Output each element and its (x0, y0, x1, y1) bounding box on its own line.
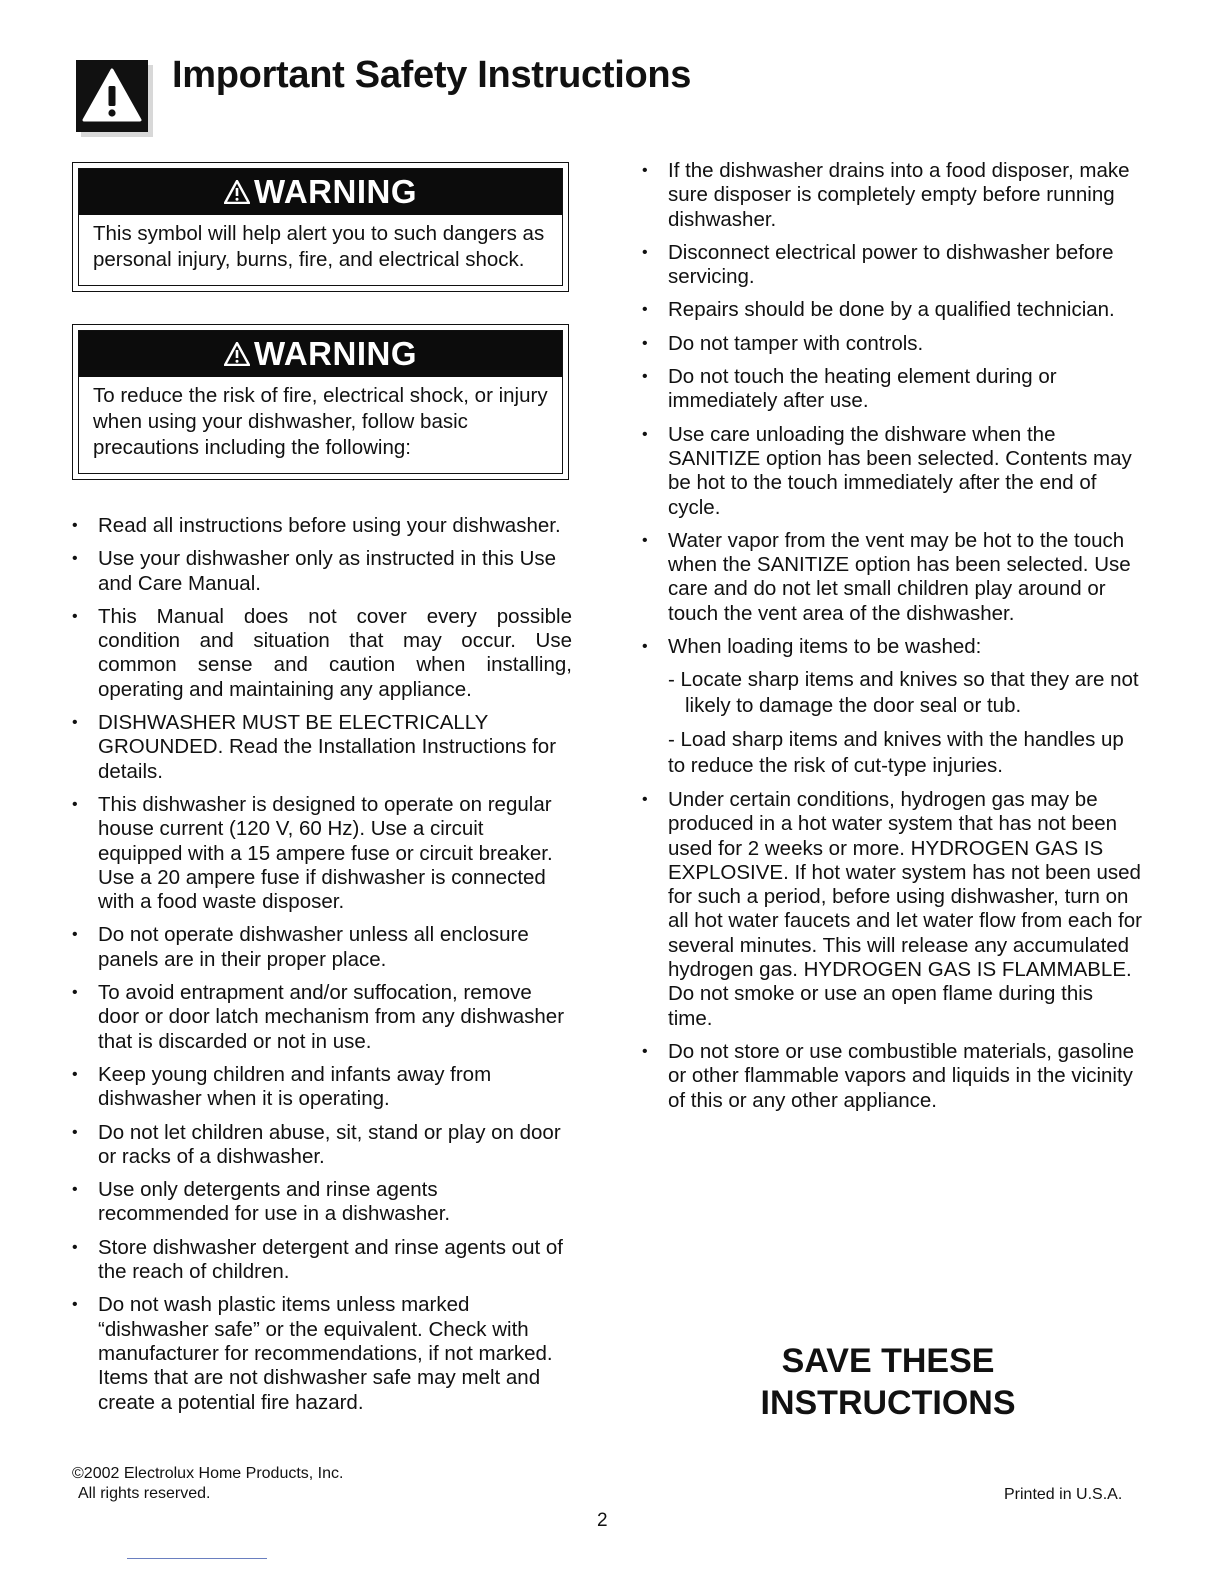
warning-box (72, 324, 569, 480)
page-number: 2 (597, 1510, 608, 1531)
warning-triangle-icon (224, 180, 250, 204)
list-item: • Water vapor from the vent may be hot to the touch when the SANITIZE option has been selected. Use care and do not let small children play around or touch the vent area of the dishwasher. (642, 529, 1142, 626)
list-item: • Store dishwasher detergent and rinse agents out of the reach of children. (72, 1236, 572, 1285)
printed-in: Printed in U.S.A. (1004, 1486, 1123, 1503)
sub-item: - Locate sharp items and knives so that they are not likely to damage the door seal or tub. (668, 668, 1139, 718)
safety-list-right (642, 159, 1142, 1122)
list-item: • Read all instructions before using your dishwasher. (72, 514, 572, 538)
warning-banner (79, 169, 562, 215)
list-item: • Use care unloading the dishware when the SANITIZE option has been selected. Contents may be hot to the touch immediately after the end of cycle. (642, 423, 1142, 520)
list-item: • Do not wash plastic items unless marked “dishwasher safe” or the equivalent. Check with manufacturer for recommendations, if not marked. Items that are not dishwasher safe may melt and create a potential fire hazard. (72, 1293, 572, 1414)
save-line-2: INSTRUCTIONS (760, 1384, 1016, 1422)
page-title: Important Safety Instructions (172, 54, 692, 96)
copyright-notice (72, 1464, 343, 1504)
warning-text: This symbol will help alert you to such dangers as personal injury, burns, fire, and electrical shock. (93, 222, 545, 271)
sub-item: - Load sharp items and knives with the handles up to reduce the risk of cut-type injuries. (668, 728, 1124, 778)
list-item: • Repairs should be done by a qualified technician. (642, 298, 1142, 322)
warning-triangle-icon (224, 342, 250, 366)
warning-heading: WARNING (254, 173, 417, 210)
warning-banner (79, 331, 562, 377)
list-item: • Under certain conditions, hydrogen gas may be produced in a hot water system that has not been used for 2 weeks or more. HYDROGEN GAS IS EXPLOSIVE. If hot water system has not been used for such a period, before using dishwasher, turn on all hot water faucets and let water flow from each for several minutes. This will release any accumulated hydrogen gas. HYDROGEN GAS IS FLAMMABLE. Do not smoke or use an open flame during this time. (642, 788, 1142, 1031)
loading-heading: When loading items to be washed: (668, 635, 982, 659)
list-item: • Use only detergents and rinse agents recommended for use in a dishwasher. (72, 1178, 572, 1227)
list-item: • This Manual does not cover every possible condition and situation that may occur. Use common sense and caution when installing, operating and maintaining any appliance. (72, 605, 572, 702)
list-item: • Do not tamper with controls. (642, 332, 1142, 356)
list-item: • Keep young children and infants away from dishwasher when it is operating. (72, 1063, 572, 1112)
list-item-loading (642, 635, 1142, 779)
save-line-1: SAVE THESE (781, 1342, 995, 1380)
save-instructions-heading (712, 1340, 1064, 1424)
warning-heading: WARNING (254, 335, 417, 372)
safety-list-left (72, 514, 572, 1424)
copyright-text: ©2002 Electrolux Home Products, Inc. (72, 1465, 344, 1482)
list-item: • Do not store or use combustible materials, gasoline or other flammable vapors and liquids in the vicinity of this or any other appliance. (642, 1040, 1142, 1113)
list-item: • Use your dishwasher only as instructed in this Use and Care Manual. (72, 547, 572, 596)
list-item: • Disconnect electrical power to dishwasher before servicing. (642, 241, 1142, 290)
list-item: • DISHWASHER MUST BE ELECTRICALLY GROUNDED. Read the Installation Instructions for details. (72, 711, 572, 784)
list-item: • Do not operate dishwasher unless all enclosure panels are in their proper place. (72, 923, 572, 972)
rights-text: All rights reserved. (78, 1485, 211, 1502)
list-item: • Do not touch the heating element during or immediately after use. (642, 365, 1142, 414)
list-item: • To avoid entrapment and/or suffocation, remove door or door latch mechanism from any dishwasher that is discarded or not in use. (72, 981, 572, 1054)
list-item: • Do not let children abuse, sit, stand or play on door or racks of a dishwasher. (72, 1121, 572, 1170)
divider (127, 1558, 267, 1559)
list-item: • If the dishwasher drains into a food disposer, make sure disposer is completely empty before running dishwasher. (642, 159, 1142, 232)
warning-box (72, 162, 569, 292)
warning-triangle-icon (76, 60, 148, 132)
warning-text: To reduce the risk of fire, electrical shock, or injury when using your dishwasher, follow basic precautions including the following: (93, 384, 548, 459)
list-item: • This dishwasher is designed to operate on regular house current (120 V, 60 Hz). Use a circuit equipped with a 15 ampere fuse or circuit breaker. Use a 20 ampere fuse if dishwasher is connected with a food waste disposer. (72, 793, 572, 914)
